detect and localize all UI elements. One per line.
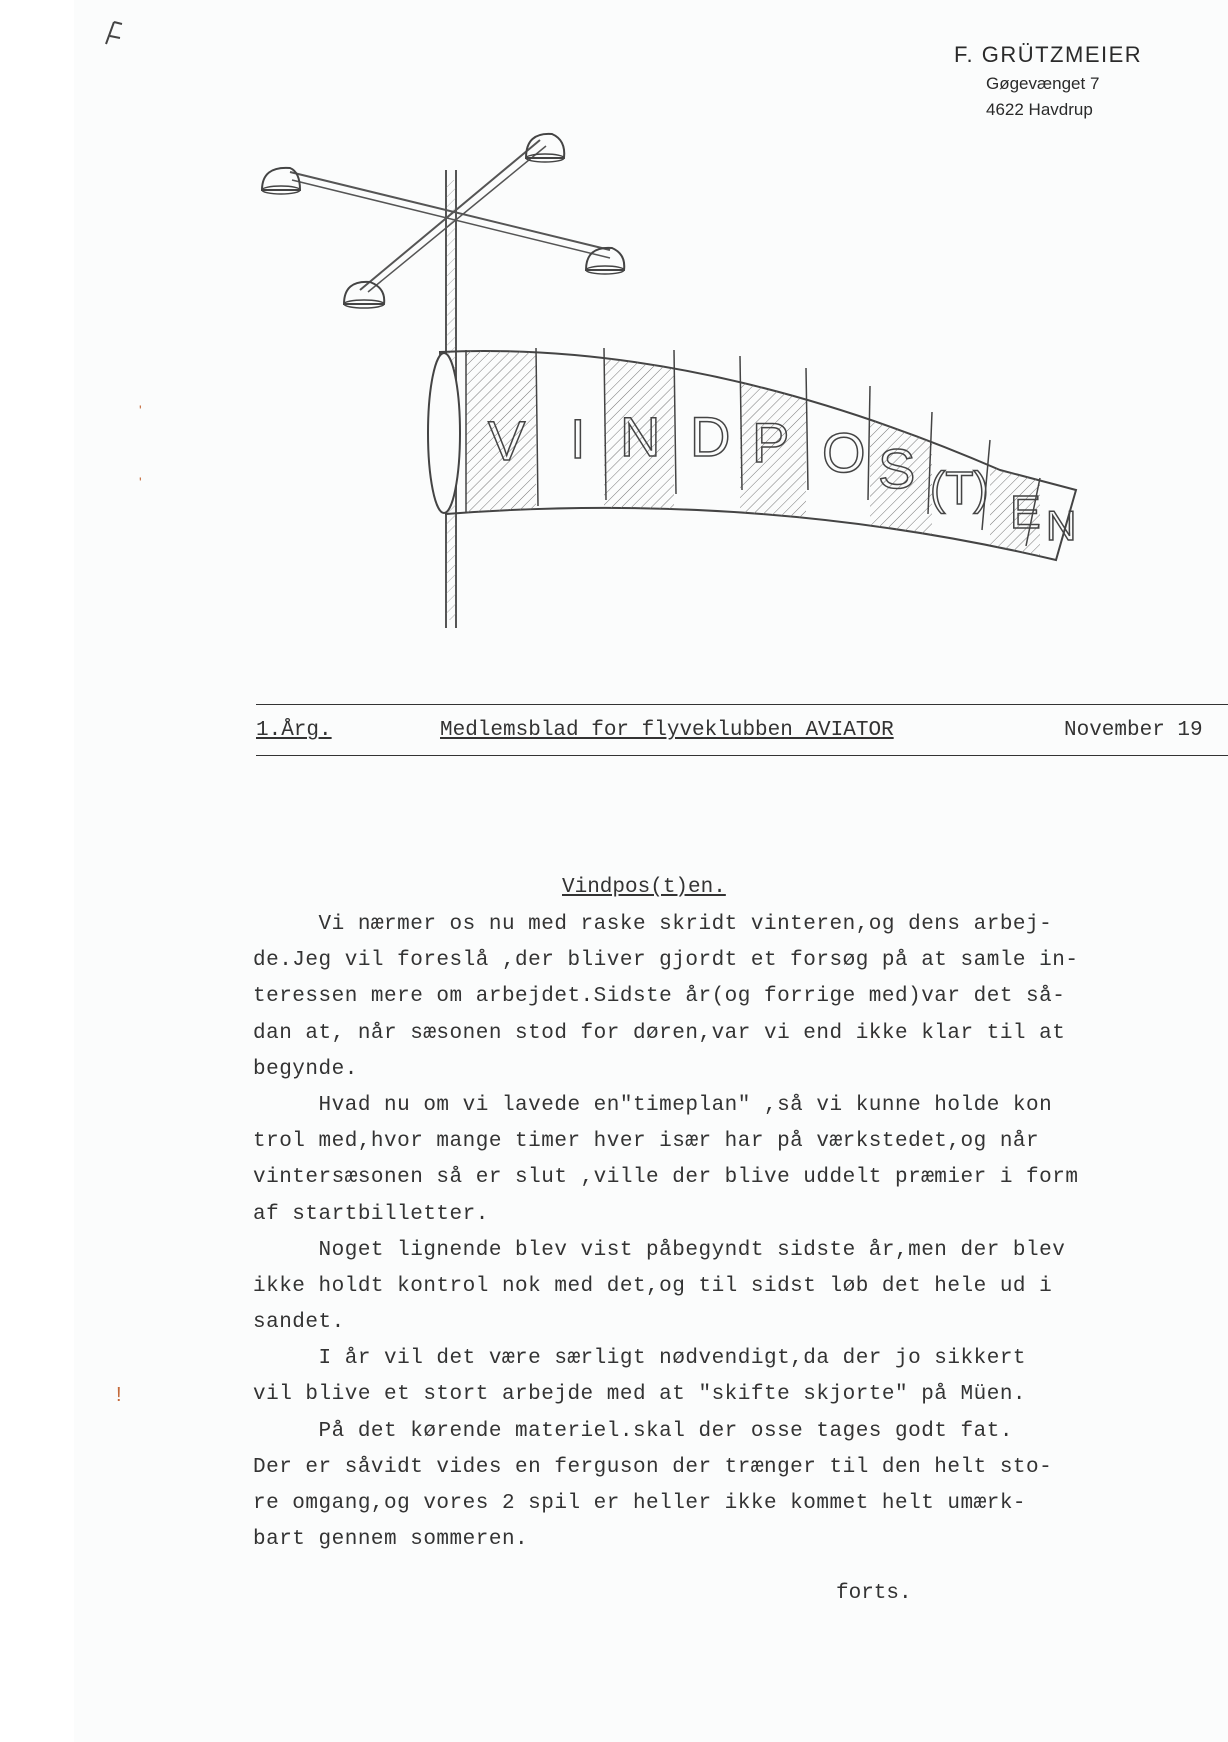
masthead-description: Medlemsblad for flyveklubben AVIATOR [440,719,894,742]
body-line: bart gennem sommeren. [253,1528,529,1552]
body-line: I år vil det være særligt nødvendigt,da der jo sikkert [253,1347,1027,1371]
body-line: Der er såvidt vides en ferguson der trænger til den helt sto- [253,1455,1053,1479]
article-body [253,907,1228,1558]
stamp-city: 4622 Havdrup [986,100,1093,119]
logo-letter: D [690,405,731,468]
logo-letter: E [1010,486,1041,538]
body-line: Vi nærmer os nu med raske skridt vinteren,og dens arbej- [253,913,1053,936]
body-line: Noget lignende blev vist påbegyndt sidste år,men der blev [253,1238,1066,1262]
logo-letter: S [878,437,916,500]
windsock-logo [0,0,1228,640]
body-line: dan at, når sæsonen stod for døren,var vi end ikke klar til at [253,1021,1066,1045]
stamp-street: Gøgevænget 7 [986,74,1100,93]
body-line: Hvad nu om vi lavede en"timeplan" ,så vi kunne holde kon [253,1093,1053,1117]
masthead-volume: 1.Årg. [256,719,332,742]
logo-letter: (T) [930,462,989,514]
margin-mark-icon: ' [139,402,142,418]
logo-letter: O [822,421,866,484]
margin-mark-icon: ! [116,1384,122,1406]
body-line: af startbilletter. [253,1202,489,1226]
body-line: teressen mere om arbejdet.Sidste år(og forrige med)var det så- [253,985,1066,1009]
logo-letter: V [488,409,526,472]
body-line: ikke holdt kontrol nok med det,og til sidst løb det hele ud i [253,1274,1053,1298]
body-line: vintersæsonen så er slut ,ville der blive uddelt præmier i form [253,1166,1079,1190]
body-line: vil blive et stort arbejde med at "skifte skjorte" på Müen. [253,1383,1027,1407]
logo-letter: I [570,407,586,470]
logo-letter: P [752,411,790,474]
body-line: begynde. [253,1057,358,1081]
logo-letter: N [1046,502,1077,549]
body-line: På det kørende materiel.skal der osse tages godt fat. [253,1419,1013,1443]
article-signoff: forts. [836,1582,912,1605]
article-title: Vindpos(t)en. [562,876,726,899]
body-line: trol med,hvor mange timer hver især har på værkstedet,og når [253,1130,1040,1154]
margin-mark-icon: ' [139,474,142,490]
body-line: sandet. [253,1311,345,1335]
masthead [256,704,1228,756]
body-line: de.Jeg vil foreslå ,der bliver gjordt et forsøg på at samle in- [253,949,1079,973]
body-line: re omgang,og vores 2 spil er heller ikke kommet helt umærk- [253,1492,1027,1515]
logo-letter: N [620,405,661,468]
masthead-date: November 19 [1064,719,1203,742]
stamp-name: F. GRÜTZMEIER [954,42,1143,67]
